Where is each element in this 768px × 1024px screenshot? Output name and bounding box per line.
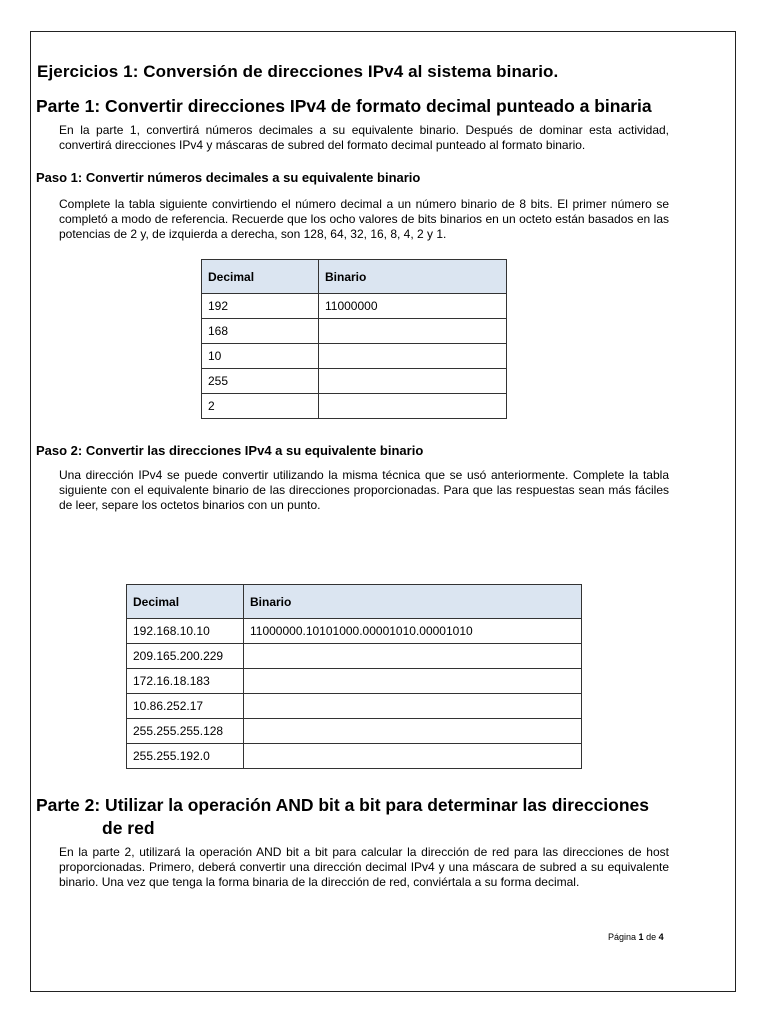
part2-heading <box>36 794 649 840</box>
column-header-binary: Binario <box>244 585 582 619</box>
column-header-decimal: Decimal <box>127 585 244 619</box>
column-header-decimal: Decimal <box>202 260 319 294</box>
table-row <box>202 344 507 369</box>
decimal-cell: 192.168.10.10 <box>127 619 244 644</box>
binary-cell <box>244 744 582 769</box>
binary-cell <box>319 394 507 419</box>
column-header-binary: Binario <box>319 260 507 294</box>
table-row <box>127 694 582 719</box>
decimal-cell: 192 <box>202 294 319 319</box>
decimal-cell: 10 <box>202 344 319 369</box>
document-title: Ejercicios 1: Conversión de direcciones IPv4 al sistema binario. <box>37 62 559 81</box>
part1-intro: En la parte 1, convertirá números decimales a su equivalente binario. Después de dominar esta actividad, convertirá direcciones IPv4 y máscaras de subred del formato decimal punteado al formato binario. <box>59 123 669 152</box>
ipv4-binary-table <box>126 584 582 769</box>
decimal-binary-table <box>201 259 507 419</box>
table-header-row <box>127 585 582 619</box>
binary-cell <box>244 719 582 744</box>
binary-cell <box>244 644 582 669</box>
table-row <box>127 619 582 644</box>
binary-cell <box>319 369 507 394</box>
decimal-cell: 255.255.192.0 <box>127 744 244 769</box>
binary-cell <box>319 344 507 369</box>
binary-cell <box>244 669 582 694</box>
part1-heading: Parte 1: Convertir direcciones IPv4 de formato decimal punteado a binaria <box>36 96 652 116</box>
decimal-cell: 168 <box>202 319 319 344</box>
step2-text: Una dirección IPv4 se puede convertir utilizando la misma técnica que se usó anteriormente. Complete la tabla siguiente con el equivalente binario de las direcciones proporcionadas. Para que las respuestas sean más fáciles de leer, separe los octetos binarios con un punto. <box>59 468 669 512</box>
step2-heading: Paso 2: Convertir las direcciones IPv4 a su equivalente binario <box>36 443 424 458</box>
table-row <box>202 319 507 344</box>
table-header-row <box>202 260 507 294</box>
table-row <box>202 369 507 394</box>
step1-heading: Paso 1: Convertir números decimales a su equivalente binario <box>36 170 421 185</box>
binary-cell: 11000000 <box>319 294 507 319</box>
table-row <box>202 394 507 419</box>
table-row <box>202 294 507 319</box>
part2-heading-line2: de red <box>102 818 155 838</box>
decimal-cell: 172.16.18.183 <box>127 669 244 694</box>
binary-cell: 11000000.10101000.00001010.00001010 <box>244 619 582 644</box>
page-total: 4 <box>658 932 664 942</box>
table-row <box>127 744 582 769</box>
decimal-cell: 255.255.255.128 <box>127 719 244 744</box>
part2-text: En la parte 2, utilizará la operación AND bit a bit para calcular la dirección de red para las direcciones de host proporcionadas. Primero, deberá convertir una dirección decimal IPv4 y una máscara de subred a su equivalente binario. Una vez que tenga la forma binaria de la dirección de red, conviértala a su forma decimal. <box>59 845 669 889</box>
step1-text: Complete la tabla siguiente convirtiendo el número decimal a un número binario de 8 bits. El primer número se completó a modo de referencia. Recuerde que los ocho valores de bits binarios en un octeto están basados en las potencias de 2 y, de izquierda a derecha, son 128, 64, 32, 16, 8, 4, 2 y 1. <box>59 197 669 241</box>
decimal-cell: 10.86.252.17 <box>127 694 244 719</box>
table-row <box>127 669 582 694</box>
part2-heading-line1: Parte 2: Utilizar la operación AND bit a bit para determinar las direcciones <box>36 795 650 815</box>
page-current: 1 <box>638 932 644 942</box>
decimal-cell: 255 <box>202 369 319 394</box>
decimal-cell: 209.165.200.229 <box>127 644 244 669</box>
table-row <box>127 644 582 669</box>
binary-cell <box>319 319 507 344</box>
page-label: Página <box>608 932 637 942</box>
binary-cell <box>244 694 582 719</box>
table-row <box>127 719 582 744</box>
page-number <box>608 932 664 942</box>
page-separator: de <box>646 932 657 942</box>
decimal-cell: 2 <box>202 394 319 419</box>
